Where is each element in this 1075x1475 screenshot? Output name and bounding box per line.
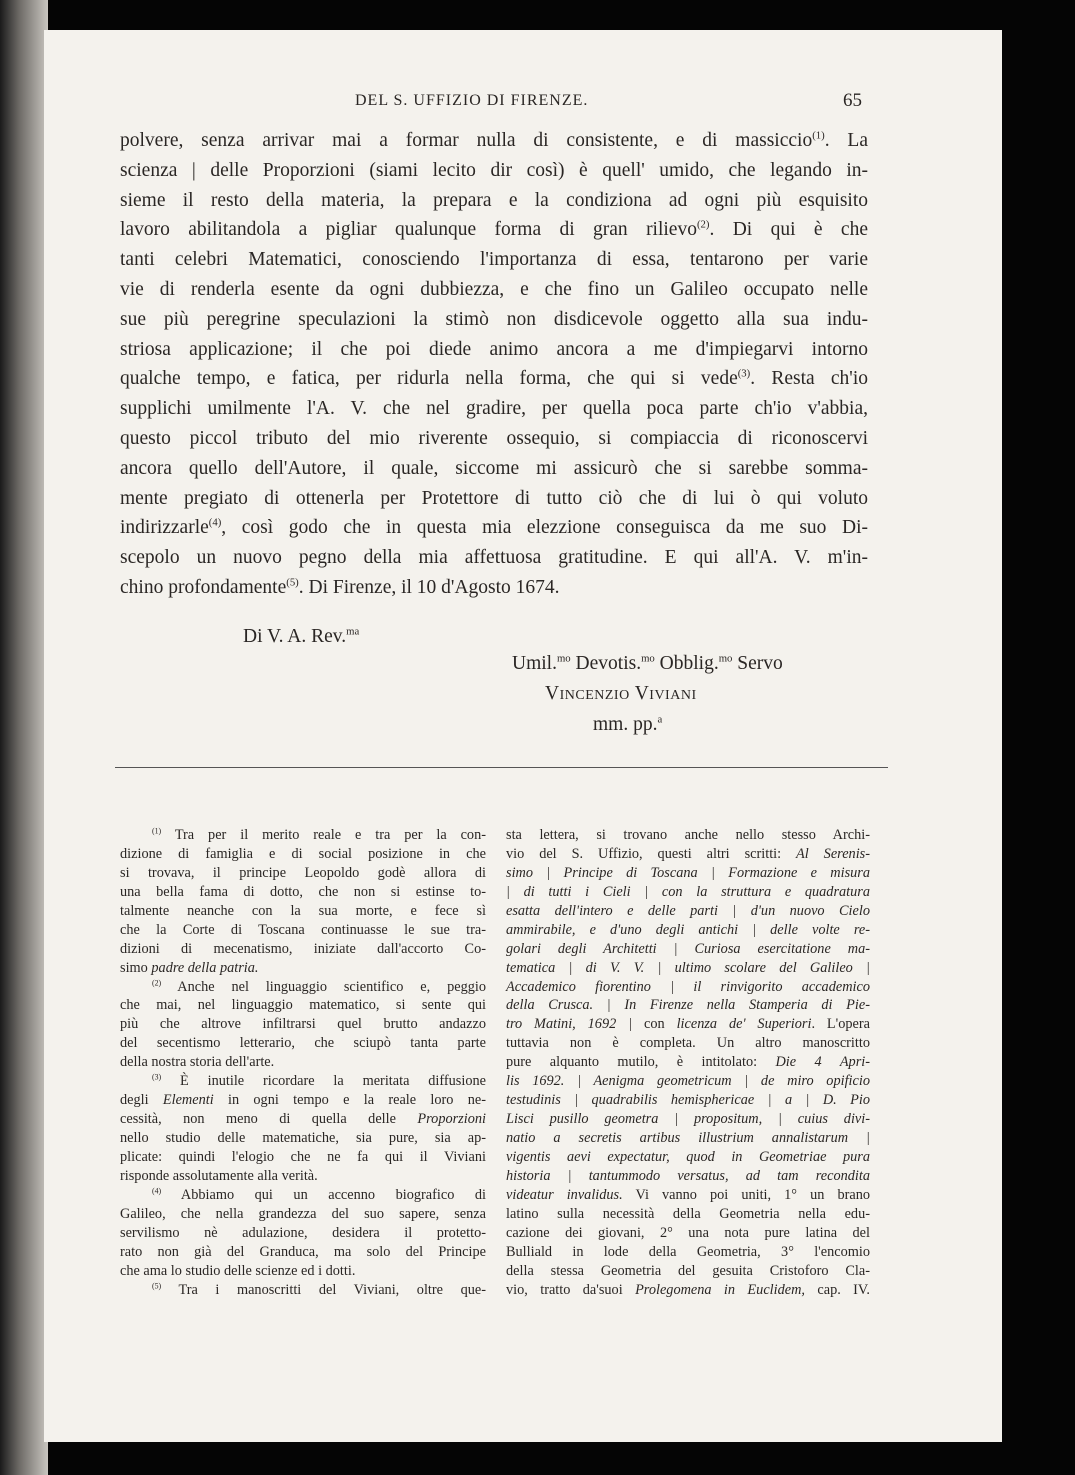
text-segment: vie di renderla esente da ogni dubbiezza, e che fino un Galileo occupato nelle bbox=[120, 278, 868, 300]
text-segment: simo bbox=[120, 959, 152, 976]
text-segment: scienza | delle Proporzioni (siami lecito dir così) è quell' umido, che legando in- bbox=[120, 159, 868, 181]
text-segment: . L'opera bbox=[811, 1016, 870, 1033]
text-segment: ancora quello dell'Autore, il quale, siccome mi assicurò che si sarebbe somma- bbox=[120, 457, 868, 479]
text-segment: dizione di famiglia e di social posizione in che bbox=[120, 845, 486, 862]
text-line bbox=[120, 1034, 486, 1053]
italic-segment: tro Matini, 1692 | bbox=[506, 1016, 633, 1033]
text-segment: Tra i manoscritti del Viviani, oltre que- bbox=[161, 1281, 486, 1298]
text-segment: plicate: quindi l'elogio che ne fa qui il Viviani bbox=[120, 1148, 486, 1165]
text-line bbox=[120, 1167, 486, 1186]
text-line bbox=[120, 1262, 486, 1281]
text-line bbox=[120, 1110, 486, 1129]
italic-segment: historia | tantummodo versatus, ad tam recondita bbox=[506, 1167, 870, 1184]
obblig: Obblig. bbox=[654, 653, 719, 674]
devotis-sup: mo bbox=[641, 652, 655, 665]
italic-segment: | di tutti i Cieli | con la struttura e quadratura bbox=[506, 883, 870, 900]
text-segment: Abbiamo qui un accenno biografico di bbox=[161, 1186, 486, 1203]
text-line bbox=[120, 364, 868, 394]
text-line bbox=[506, 1072, 870, 1091]
italic-segment: Die 4 Apri- bbox=[775, 1054, 870, 1071]
text-line bbox=[120, 275, 868, 305]
text-segment: supplichi umilmente l'A. V. che nel gradire, per quella poca parte ch'io v'abbia, bbox=[120, 398, 868, 420]
text-segment: Galileo, che nella grandezza del suo sapere, senza bbox=[120, 1205, 486, 1222]
text-line bbox=[120, 864, 486, 883]
text-line bbox=[120, 156, 868, 186]
text-segment: della nostra storia dell'arte. bbox=[120, 1054, 275, 1071]
text-line bbox=[120, 1053, 486, 1072]
italic-segment: vigentis aevi expectatur, quod in Geometriae pura bbox=[506, 1148, 870, 1165]
mmpp-sup: a bbox=[657, 713, 663, 726]
italic-segment: natio a secretis artibus illustrium annalistarum | bbox=[506, 1130, 870, 1146]
text-segment: che mai, nel linguaggio matematico, si sente qui bbox=[120, 997, 486, 1014]
text-line bbox=[506, 940, 870, 959]
text-line bbox=[120, 1281, 486, 1300]
text-line bbox=[120, 186, 868, 216]
italic-segment: licenza de' Superiori bbox=[676, 1016, 812, 1033]
text-line bbox=[120, 940, 486, 959]
salutation bbox=[243, 626, 359, 648]
text-line bbox=[506, 1243, 870, 1262]
note-marker: (4) bbox=[152, 1186, 162, 1196]
text-line bbox=[120, 883, 486, 902]
text-segment: degli bbox=[120, 1092, 163, 1109]
text-segment: della stessa Geometria del gesuita Cristoforo Cla- bbox=[506, 1262, 870, 1279]
text-line bbox=[120, 215, 868, 245]
text-segment: sieme il resto della materia, la prepara e la condiziona ad ogni più esquisito bbox=[120, 189, 868, 211]
mm-pp bbox=[593, 714, 662, 736]
text-segment: nello studio delle matematiche, sia pure, sia ap- bbox=[120, 1130, 486, 1146]
italic-segment: lis 1692. | Aenigma geometricum | de miro opificio bbox=[506, 1073, 870, 1090]
text-line bbox=[120, 454, 868, 484]
text-segment: risponde assolutamente alla verità. bbox=[120, 1167, 318, 1184]
footnotes-left-column bbox=[120, 826, 486, 1299]
text-line bbox=[120, 978, 486, 997]
text-segment: rato non già del Granduca, ma solo del Principe bbox=[120, 1243, 486, 1260]
italic-segment: tematica | di V. V. | ultimo scolare del Galileo | bbox=[506, 959, 870, 976]
text-line bbox=[120, 1148, 486, 1167]
running-title: DEL S. UFFIZIO DI FIRENZE. bbox=[355, 92, 589, 109]
text-line bbox=[120, 484, 868, 514]
text-line bbox=[120, 573, 868, 603]
text-line bbox=[506, 826, 870, 845]
text-line bbox=[120, 845, 486, 864]
text-segment: talmente neanche con la sua morte, e fece sì bbox=[120, 902, 486, 919]
text-segment: cessità, non meno di quella delle bbox=[120, 1111, 418, 1128]
text-segment: si trovava, il principe Leopoldo godè allora di bbox=[120, 864, 486, 881]
closing-formula bbox=[512, 653, 783, 675]
text-segment: striosa applicazione; il che poi diede animo ancora a me d'impiegarvi intorno bbox=[120, 338, 868, 360]
umil-sup: mo bbox=[556, 652, 571, 665]
text-segment: . Resta ch'io bbox=[750, 368, 868, 390]
text-segment: questo piccol tributo del mio riverente ossequio, si compiaccia di riconoscervi bbox=[120, 427, 868, 449]
text-line bbox=[120, 245, 868, 275]
servo: Servo bbox=[732, 653, 783, 674]
italic-segment: videatur invalidus. bbox=[506, 1186, 623, 1203]
text-segment: polvere, senza arrivar mai a formar nulla di consistente, e di massiccio bbox=[120, 130, 813, 151]
text-line bbox=[506, 1015, 870, 1034]
text-line bbox=[506, 1053, 870, 1072]
text-line bbox=[120, 1205, 486, 1224]
text-line bbox=[120, 996, 486, 1015]
text-segment: una bella fama di dotto, che non si estinse to- bbox=[120, 883, 486, 900]
text-line bbox=[506, 1262, 870, 1281]
text-segment: tuttavia non è completa. Un altro manoscritto bbox=[506, 1035, 870, 1052]
salutation-sup: ma bbox=[346, 625, 360, 638]
footnote-rule bbox=[115, 767, 888, 768]
italic-segment: ammirabile, e d'uno degli antichi | delle volte re- bbox=[506, 921, 870, 938]
text-line bbox=[120, 959, 486, 978]
text-segment: chino profondamente bbox=[120, 576, 287, 598]
text-segment: scepolo un nuovo pegno della mia affettuosa gratitudine. E qui all'A. V. m'in- bbox=[120, 547, 868, 569]
italic-segment: golari degli Architetti | Curiosa esercitatione ma- bbox=[506, 940, 870, 957]
text-segment: . Di Firenze, il 10 d'Agosto 1674. bbox=[298, 576, 560, 598]
italic-segment: Al Serenis- bbox=[796, 845, 870, 862]
text-segment: dizioni di mecenatismo, iniziate dall'accorto Co- bbox=[120, 940, 486, 957]
text-segment: Anche nel linguaggio scientifico e, peggio bbox=[161, 978, 486, 995]
salutation-text: Di V. A. Rev. bbox=[243, 626, 347, 647]
text-segment: sta lettera, si trovano anche nello stesso Archi- bbox=[506, 827, 870, 843]
text-line bbox=[506, 1281, 870, 1300]
obblig-sup: mo bbox=[718, 652, 733, 665]
note-marker: (5) bbox=[286, 576, 299, 589]
text-line bbox=[120, 1243, 486, 1262]
text-line bbox=[506, 978, 870, 997]
italic-segment: esatta dell'intero e delle parti | d'un nuovo Cielo bbox=[506, 902, 870, 919]
text-line bbox=[506, 1167, 870, 1186]
text-segment: cazione dei giovani, 2° una nota pure latina del bbox=[506, 1224, 870, 1241]
text-segment: sue più peregrine speculazioni la stimò non disdicevole oggetto alla sua indu- bbox=[120, 308, 868, 330]
text-segment: vio, tratto da'suoi bbox=[506, 1281, 636, 1298]
text-segment: del secentismo letterario, che sciupò tanta parte bbox=[120, 1035, 486, 1052]
text-line bbox=[120, 1224, 486, 1243]
text-line bbox=[506, 1148, 870, 1167]
text-line bbox=[506, 1091, 870, 1110]
text-line bbox=[120, 1129, 486, 1148]
text-segment: . La bbox=[824, 130, 868, 151]
text-segment: in ogni tempo e la reale loro ne- bbox=[213, 1092, 486, 1109]
devotis: Devotis. bbox=[570, 653, 642, 674]
text-line bbox=[120, 826, 486, 845]
italic-segment: Prolegomena in Euclidem, bbox=[635, 1281, 805, 1298]
text-line bbox=[120, 1015, 486, 1034]
text-line bbox=[506, 845, 870, 864]
text-line bbox=[120, 543, 868, 573]
text-line bbox=[120, 424, 868, 454]
text-line bbox=[506, 1129, 870, 1148]
italic-segment: Elementi bbox=[162, 1092, 214, 1109]
italic-segment: Accademico fiorentino | il rinvigorito accademico bbox=[506, 978, 870, 995]
text-line bbox=[506, 959, 870, 978]
text-segment: , così godo che in questa mia elezzione conseguisca da me suo Di- bbox=[221, 517, 868, 539]
note-marker: (3) bbox=[152, 1072, 162, 1082]
note-marker: (2) bbox=[152, 978, 162, 987]
text-segment: pure alquanto mutilo, è intitolato: bbox=[506, 1054, 776, 1071]
text-line bbox=[506, 996, 870, 1015]
text-segment: indirizzarle bbox=[120, 517, 209, 539]
italic-segment: Lisci pusillo geometra | propositum, | cuius divi- bbox=[506, 1111, 870, 1128]
note-marker: (1) bbox=[152, 826, 162, 836]
text-line bbox=[506, 902, 870, 921]
text-segment: che ama lo studio delle scienze ed i dotti. bbox=[120, 1262, 356, 1279]
text-segment: servilismo nè adulazione, desidera il protetto- bbox=[120, 1224, 486, 1241]
italic-segment: simo | Principe di Toscana | Formazione e misura bbox=[506, 864, 870, 881]
italic-segment: padre della patria. bbox=[151, 959, 259, 976]
text-line bbox=[506, 883, 870, 902]
text-segment: È inutile ricordare la meritata diffusione bbox=[161, 1073, 486, 1090]
note-marker: (3) bbox=[737, 367, 751, 380]
text-segment: Tra per il merito reale e tra per la con- bbox=[161, 827, 486, 843]
text-segment: più che altrove infiltrarsi quel brutto andazzo bbox=[120, 1016, 486, 1033]
text-segment: lavoro abilitandola a pigliar qualunque forma di gran rilievo bbox=[120, 219, 697, 241]
text-line bbox=[120, 126, 868, 156]
text-segment: che la Corte di Toscana continuasse le sue tra- bbox=[120, 921, 486, 938]
text-line bbox=[120, 513, 868, 543]
text-line bbox=[506, 1034, 870, 1053]
text-line bbox=[506, 864, 870, 883]
text-line bbox=[120, 335, 868, 365]
text-segment: tanti celebri Matematici, conosciendo l'importanza di essa, tentarono per varie bbox=[120, 249, 868, 271]
text-line bbox=[506, 921, 870, 940]
italic-segment: della Crusca. | In Firenze nella Stamperia di Pie- bbox=[506, 997, 870, 1014]
note-marker: (2) bbox=[696, 218, 710, 231]
italic-segment: testudinis | quadrabilis hemisphericae | a | D. Pio bbox=[506, 1092, 870, 1109]
text-line bbox=[120, 394, 868, 424]
text-segment: con bbox=[632, 1016, 677, 1033]
text-segment: latino sulla necessità della Geometria nella edu- bbox=[506, 1205, 870, 1222]
text-line bbox=[506, 1224, 870, 1243]
text-line bbox=[120, 1186, 486, 1205]
text-segment: vio del S. Uffizio, questi altri scritti: bbox=[506, 845, 797, 862]
text-line bbox=[506, 1186, 870, 1205]
text-segment: Bulliald in lode della Geometria, 3° l'encomio bbox=[506, 1243, 870, 1260]
signature: Vincenzio Viviani bbox=[545, 683, 697, 704]
text-line bbox=[120, 305, 868, 335]
text-segment: . Di qui è che bbox=[709, 219, 868, 241]
letter-body bbox=[120, 126, 868, 603]
text-line bbox=[120, 921, 486, 940]
text-segment: qualche tempo, e fatica, per ridurla nella forma, che qui si vede bbox=[120, 368, 738, 390]
text-segment: cap. IV. bbox=[805, 1281, 870, 1298]
text-line bbox=[120, 1091, 486, 1110]
note-marker: (5) bbox=[152, 1281, 162, 1290]
note-marker: (1) bbox=[812, 129, 825, 142]
text-segment: mente pregiato di ottenerla per Protettore di tutto ciò che di lui ò qui voluto bbox=[120, 487, 868, 509]
previous-page-gutter bbox=[0, 0, 48, 1475]
text-line bbox=[120, 902, 486, 921]
mmpp-text: mm. pp. bbox=[593, 714, 658, 735]
note-marker: (4) bbox=[208, 516, 222, 529]
page-number: 65 bbox=[843, 90, 862, 111]
text-line bbox=[506, 1205, 870, 1224]
italic-segment: Proporzioni bbox=[417, 1111, 486, 1128]
text-line bbox=[506, 1110, 870, 1129]
text-segment: Vi vanno poi uniti, 1° un brano bbox=[622, 1186, 870, 1203]
text-line bbox=[120, 1072, 486, 1091]
umil: Umil. bbox=[512, 653, 557, 674]
footnotes-right-column bbox=[506, 826, 870, 1299]
